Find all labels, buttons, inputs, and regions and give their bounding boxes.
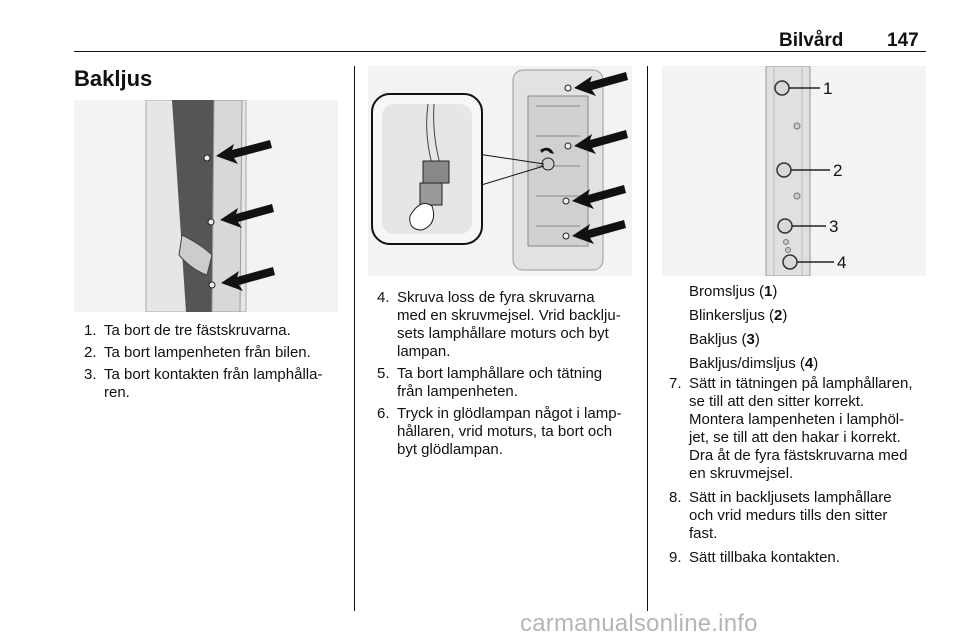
list-item: Blinkersljus (2) (689, 307, 788, 324)
figure-lamp-screws (74, 100, 338, 312)
step-number: 9. (669, 549, 682, 566)
steps-list-col1 (84, 322, 346, 406)
legend-number: 1 (764, 283, 773, 300)
list-item (377, 289, 639, 361)
step-text: Ta bort lampenheten från bilen. (104, 344, 311, 361)
legend-name: Bromsljus (689, 283, 755, 300)
step-number: 4. (377, 289, 390, 306)
step-number: 3. (84, 366, 97, 383)
header-rule (74, 51, 926, 52)
column-divider (354, 66, 355, 611)
legend-number: 4 (804, 355, 814, 372)
figure-label-3: 3 (829, 217, 839, 236)
step-number: 7. (669, 375, 682, 392)
step-number: 2. (84, 344, 97, 361)
list-item: Bakljus/dimsljus (4) (689, 355, 819, 372)
step-number: 1. (84, 322, 97, 339)
step-text: Sätt in tätningen på lamphållaren, se till att den sitter korrekt. Montera lampenheten i lamphöl- jet, se till att den hakar i korrekt. Dra åt de fyra fästskruvarna med en skruvmejsel. (689, 375, 913, 482)
step-text: Ta bort de tre fästskruvarna. (104, 322, 291, 339)
figure-label-2: 2 (833, 161, 843, 180)
legend-list (689, 283, 919, 379)
step-number: 5. (377, 365, 390, 382)
step-text: Sätt tillbaka kontakten. (689, 549, 840, 566)
list-item (84, 322, 346, 340)
list-item (669, 549, 939, 567)
page-number: 147 (887, 30, 919, 51)
figure-label-1: 1 (823, 79, 833, 98)
steps-list-col3 (669, 375, 939, 571)
watermark: carmanualsonline.info (520, 610, 758, 637)
list-item (84, 344, 346, 362)
list-item: Bakljus (3) (689, 331, 760, 348)
step-text: Ta bort lamphållare och tätning från lampenheten. (397, 365, 603, 400)
legend-name: Bakljus (689, 331, 738, 348)
step-number: 6. (377, 405, 390, 422)
legend-name: Bakljus/dimsljus (689, 355, 796, 372)
step-text: Ta bort kontakten från lamphålla- ren. (104, 366, 323, 401)
list-item (377, 405, 639, 459)
column-divider (647, 66, 648, 611)
figure-label-4: 4 (837, 253, 847, 272)
list-item: Bromsljus (1) (689, 283, 778, 300)
figure-lamp-holder (368, 66, 632, 276)
step-number: 8. (669, 489, 682, 506)
list-item (669, 375, 939, 483)
step-text: Tryck in glödlampan något i lamp- hållaren, vrid moturs, ta bort och byt glödlampan. (397, 405, 622, 458)
figure-bulb-positions (662, 66, 926, 276)
step-text: Sätt in backljusets lamphållare och vrid medurs tills den sitter fast. (689, 489, 892, 542)
running-header-section: Bilvård (779, 30, 844, 51)
legend-number: 2 (774, 307, 783, 324)
step-text: Skruva loss de fyra skruvarna med en skruvmejsel. Vrid backlju- sets lamphållare moturs och byt lampan. (397, 289, 621, 360)
list-item (669, 489, 939, 543)
list-item (377, 365, 639, 401)
page-title: Bakljus (74, 66, 153, 91)
legend-number: 3 (746, 331, 755, 348)
list-item (84, 366, 346, 402)
steps-list-col2 (377, 289, 639, 463)
legend-name: Blinkersljus (689, 307, 765, 324)
